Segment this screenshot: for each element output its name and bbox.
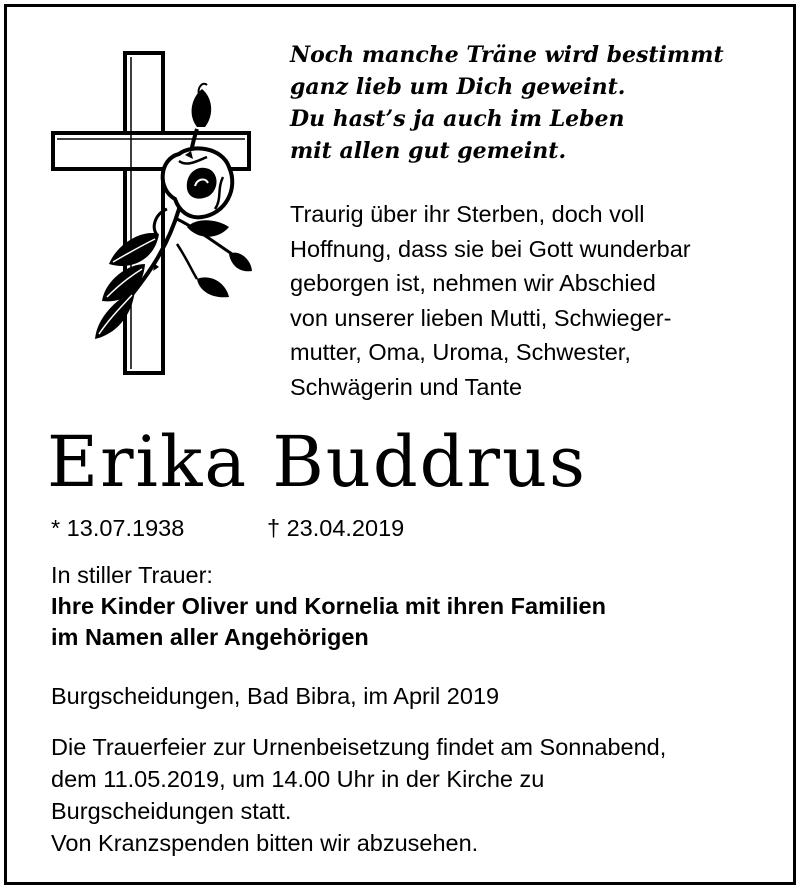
intro-line: Schwägerin und Tante bbox=[290, 373, 523, 400]
intro-line: geborgen ist, nehmen wir Abschied bbox=[290, 270, 656, 296]
intro-line: mutter, Oma, Uroma, Schwester, bbox=[290, 339, 631, 365]
ceremony-line: Von Kranzspenden bitten wir abzusehen. bbox=[51, 830, 479, 856]
place-date: Burgscheidungen, Bad Bibra, im April 2019 bbox=[51, 683, 500, 709]
mourners-block bbox=[51, 560, 791, 653]
birth-date: * 13.07.1938 bbox=[51, 515, 185, 541]
rose-icon bbox=[95, 84, 252, 339]
death-date: † 23.04.2019 bbox=[267, 515, 405, 541]
poem-line: Noch manche Träne wird bestimmt bbox=[290, 42, 724, 68]
intro-line: von unserer lieben Mutti, Schwieger- bbox=[290, 304, 672, 331]
poem-line: mit allen gut gemeint. bbox=[290, 138, 567, 164]
life-dates bbox=[51, 512, 405, 544]
poem-line: ganz lieb um Dich geweint. bbox=[290, 74, 626, 100]
cross-with-rose-icon bbox=[47, 49, 257, 379]
intro-text bbox=[290, 197, 790, 404]
poem-line: Du hast’s ja auch im Leben bbox=[290, 106, 625, 132]
intro-line: Traurig über ihr Sterben, doch voll bbox=[290, 201, 645, 227]
ceremony-line: dem 11.05.2019, um 14.00 Uhr in der Kirche zu bbox=[51, 766, 545, 792]
poem bbox=[290, 39, 790, 167]
obituary-notice bbox=[4, 4, 796, 885]
ceremony-info bbox=[51, 731, 791, 859]
ceremony-line: Die Trauerfeier zur Urnenbeisetzung findet am Sonnabend, bbox=[51, 734, 667, 760]
ceremony-line: Burgscheidungen statt. bbox=[51, 798, 292, 824]
mourners-line: Ihre Kinder Oliver und Kornelia mit ihren Familien bbox=[51, 593, 606, 619]
deceased-name: Erika Buddrus bbox=[47, 421, 587, 503]
cross-icon bbox=[53, 53, 249, 373]
mourners-line: im Namen aller Angehörigen bbox=[51, 624, 369, 650]
mourners-label: In stiller Trauer: bbox=[51, 562, 213, 588]
intro-line: Hoffnung, dass sie bei Gott wunderbar bbox=[290, 235, 691, 262]
